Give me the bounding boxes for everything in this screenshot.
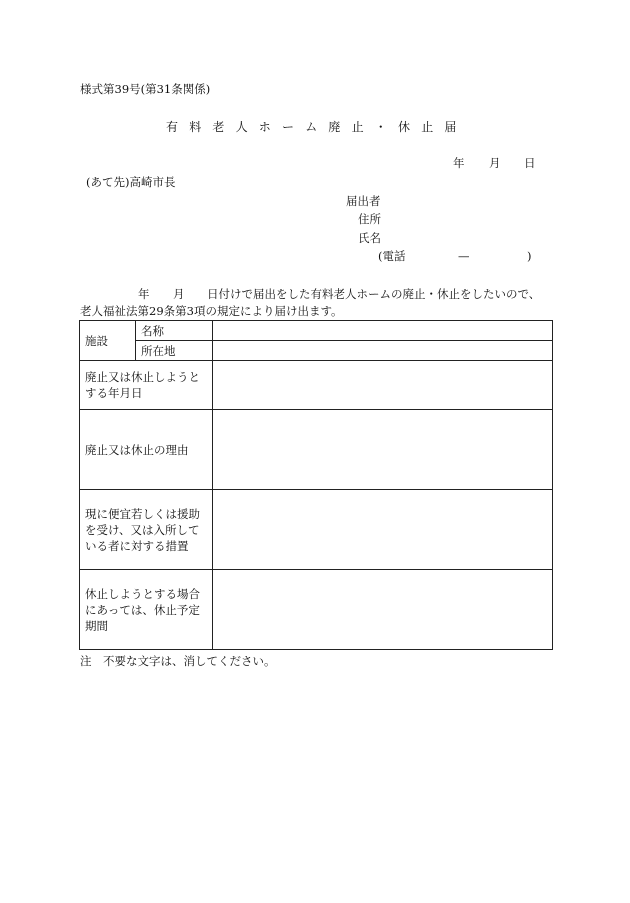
facility-label: 施設 <box>80 321 136 361</box>
facility-name-label: 名称 <box>136 321 213 341</box>
facility-name-field[interactable] <box>213 321 553 341</box>
footnote: 注 不要な文字は、消してください。 <box>80 654 276 668</box>
body-text-line2: 老人福祉法第29条第3項の規定により届け出ます。 <box>80 304 343 318</box>
body-month-label: 月 <box>173 287 185 301</box>
phone-dash: — <box>458 249 470 263</box>
address-label: 住所 <box>358 212 381 226</box>
resident-measures-label: 現に便宜若しくは援助を受け、又は入所している者に対する措置 <box>80 490 213 570</box>
addressee: (あて先)高崎市長 <box>86 175 176 189</box>
facility-location-label: 所在地 <box>136 341 213 361</box>
facility-location-field[interactable] <box>213 341 553 361</box>
phone-label: (電話 <box>378 249 406 263</box>
closure-date-field[interactable] <box>213 361 553 410</box>
closure-reason-label: 廃止又は休止の理由 <box>80 410 213 490</box>
closure-date-label: 廃止又は休止しようとする年月日 <box>80 361 213 410</box>
date-year-label: 年 <box>453 156 465 170</box>
date-month-label: 月 <box>489 156 501 170</box>
document-title: 有料老人ホーム廃止・休止届 <box>166 120 468 134</box>
resident-measures-field[interactable] <box>213 490 553 570</box>
closure-reason-field[interactable] <box>213 410 553 490</box>
notifier-label: 届出者 <box>346 194 381 208</box>
suspension-period-field[interactable] <box>213 570 553 650</box>
suspension-period-label: 休止しようとする場合にあっては、休止予定期間 <box>80 570 213 650</box>
name-label: 氏名 <box>358 231 381 245</box>
phone-close-paren: ) <box>527 249 532 263</box>
body-text-line1: 日付けで届出をした有料老人ホームの廃止・休止をしたいので、 <box>207 287 541 301</box>
form-number: 様式第39号(第31条関係) <box>80 82 211 96</box>
form-table <box>79 320 553 650</box>
date-day-label: 日 <box>524 156 536 170</box>
body-year-label: 年 <box>138 287 150 301</box>
